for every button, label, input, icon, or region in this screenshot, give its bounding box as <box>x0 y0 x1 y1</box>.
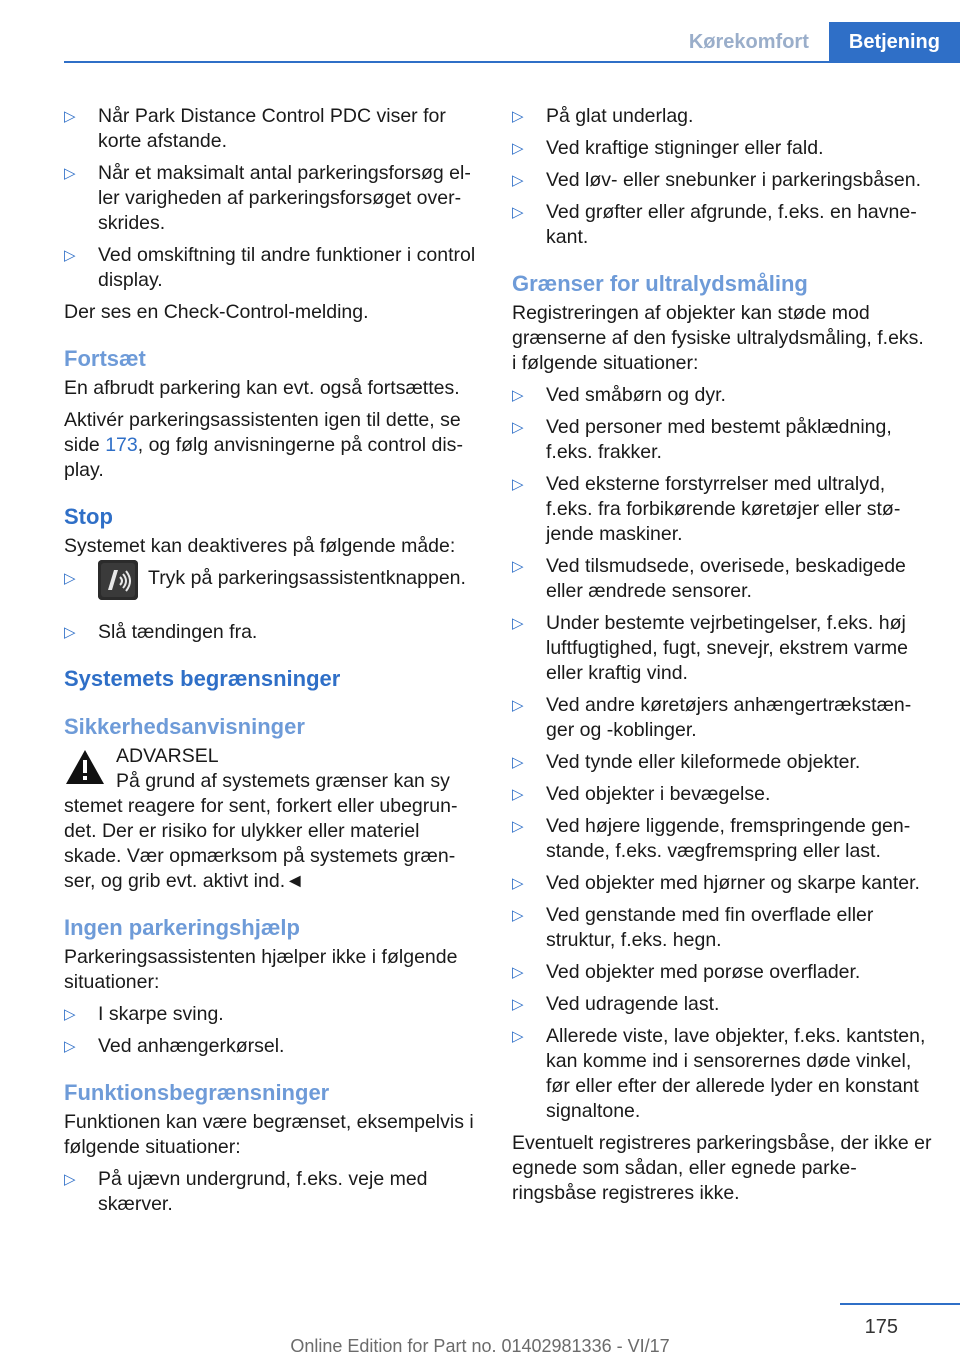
list-item: ▷ Ved personer med bestemt påklædning, f.eks. frakker. <box>512 416 892 463</box>
warning-text: stemet reagere for sent, forkert eller ubegrundet. Der er risiko for ulykker eller materiel skade. Vær opmærksom på systemets grænser, og grib evt. aktivt ind.◄ <box>64 795 458 892</box>
chapter-tabs <box>669 22 960 62</box>
footer-edition-text: Online Edition for Part no. 01402981336 - VI/17 <box>290 1336 670 1356</box>
list-item: ▷ Allerede viste, lave objekter, f.eks. kantsten, kan komme ind i sensorernes døde vinkel, før eller efter der allerede lyder en konstant signaltone. <box>512 1025 926 1122</box>
bullet-icon: ▷ <box>512 754 524 771</box>
warning-line-1: På grund af systemets grænser kan sy <box>116 770 450 792</box>
left-column <box>64 104 476 1224</box>
right-column <box>512 104 932 1213</box>
fortsaet-heading: Fortsæt <box>64 346 146 371</box>
bullet-icon: ▷ <box>512 907 524 924</box>
bullet-icon: ▷ <box>512 996 524 1013</box>
bullet-icon: ▷ <box>512 875 524 892</box>
bullet-icon: ▷ <box>64 570 76 587</box>
tab-betjening[interactable]: Betjening <box>829 22 960 62</box>
list-item: ▷ Ved genstande med fin overflade eller struktur, f.eks. hegn. <box>512 904 874 951</box>
page-number: 175 <box>864 1316 898 1338</box>
list-item: ▷ På ujævn undergrund, f.eks. veje med skærver. <box>64 1168 428 1215</box>
bullet-icon: ▷ <box>512 108 524 125</box>
list-item: ▷ Ved eksterne forstyrrelser med ultralyd, f.eks. fra forbikørende køretøjer eller støjende maskiner. <box>512 473 901 545</box>
bullet-icon: ▷ <box>64 1171 76 1188</box>
bullet-icon: ▷ <box>512 140 524 157</box>
warning-triangle-icon <box>64 748 106 786</box>
bullet-icon: ▷ <box>64 1006 76 1023</box>
function-limits-heading: Funktionsbegrænsninger <box>64 1080 330 1105</box>
bullet-icon: ▷ <box>64 165 76 182</box>
bullet-icon: ▷ <box>512 697 524 714</box>
list-item: ▷ Ved objekter med hjørner og skarpe kanter. <box>512 872 920 894</box>
list-item: ▷ Under bestemte vejrbetingelser, f.eks. høj luftfugtighed, fugt, snevejr, ekstrem varme eller kraftig vind. <box>512 612 909 684</box>
function-limits-paragraph: Funktionen kan være begrænset, eksempelvis i følgende situationer: <box>64 1111 474 1158</box>
header-rule <box>64 61 960 63</box>
list-item: ▷ Ved andre køretøjers anhængertrækstænger og -koblinger. <box>512 694 912 741</box>
closing-paragraph: Eventuelt registreres parkeringsbåse, der ikke er egnede som sådan, eller egnede parkeringsbåse registreres ikke. <box>512 1132 932 1204</box>
tab-korekomfort[interactable]: Kørekomfort <box>669 22 829 62</box>
fortsaet-paragraph-1: En afbrudt parkering kan evt. også fortsættes. <box>64 377 460 399</box>
list-item: ▷ Ved tynde eller kileformede objekter. <box>512 751 861 773</box>
list-item: ▷ Ved løv- eller snebunker i parkeringsbåsen. <box>512 169 922 191</box>
bullet-icon: ▷ <box>512 476 524 493</box>
bullet-icon: ▷ <box>512 558 524 575</box>
bullet-icon: ▷ <box>64 624 76 641</box>
bullet-icon: ▷ <box>512 818 524 835</box>
ultrasound-paragraph: Registreringen af objekter kan støde mod grænserne af den fysiske ultralydsmåling, f.eks. i følgende situationer: <box>512 302 924 374</box>
list-item: ▷ Ved højere liggende, fremspringende genstande, f.eks. vægfremspring eller last. <box>512 815 911 862</box>
list-item: ▷ Tryk på parkeringsassistentknappen. <box>64 566 476 610</box>
limits-heading: Systemets begrænsninger <box>64 666 341 691</box>
list-item: ▷ Slå tændingen fra. <box>64 621 258 643</box>
bullet-icon: ▷ <box>512 387 524 404</box>
warning-title: ADVARSEL <box>116 745 219 767</box>
fortsaet-paragraph-2: Aktivér parkeringsassistenten igen til dette, se side 173, og følg anvisningerne på control display. <box>64 409 463 481</box>
list-item: ▷ Ved småbørn og dyr. <box>512 384 726 406</box>
list-item: ▷ Når et maksimalt antal parkeringsforsøg eller varigheden af parkeringsforsøget overskrides. <box>64 162 471 234</box>
list-item: ▷ Ved kraftige stigninger eller fald. <box>512 137 824 159</box>
no-help-heading: Ingen parkeringshjælp <box>64 915 300 940</box>
ultrasound-limits-heading: Grænser for ultralydsmåling <box>512 271 808 296</box>
bullet-icon: ▷ <box>512 1028 524 1045</box>
page-link-173[interactable]: 173 <box>105 434 138 456</box>
stop-heading: Stop <box>64 504 113 529</box>
list-item: ▷ Ved omskiftning til andre funktioner i control display. <box>64 244 476 291</box>
bullet-icon: ▷ <box>512 419 524 436</box>
list-item: ▷ Når Park Distance Control PDC viser for korte afstande. <box>64 105 446 152</box>
list-item: ▷ Ved anhængerkørsel. <box>64 1035 285 1057</box>
list-item: ▷ Ved objekter med porøse overflader. <box>512 961 861 983</box>
list-item: ▷ Ved tilsmudsede, overisede, beskadigede eller ændrede sensorer. <box>512 555 906 602</box>
warning-block <box>64 744 476 894</box>
bullet-icon: ▷ <box>64 108 76 125</box>
list-item: ▷ Ved grøfter eller afgrunde, f.eks. en havnekant. <box>512 201 917 248</box>
page-number-rule <box>840 1303 960 1305</box>
bullet-icon: ▷ <box>512 204 524 221</box>
list-item: ▷ Ved udragende last. <box>512 993 720 1015</box>
bullet-icon: ▷ <box>512 786 524 803</box>
bullet-icon: ▷ <box>512 964 524 981</box>
list-item: ▷ I skarpe sving. <box>64 1003 224 1025</box>
list-item: ▷ Ved objekter i bevægelse. <box>512 783 771 805</box>
bullet-icon: ▷ <box>512 172 524 189</box>
parking-assistant-button-icon <box>98 560 138 600</box>
stop-paragraph: Systemet kan deaktiveres på følgende måde: <box>64 535 456 557</box>
check-control-text: Der ses en Check-Control-melding. <box>64 301 369 323</box>
list-item: ▷ På glat underlag. <box>512 105 694 127</box>
bullet-icon: ▷ <box>64 1038 76 1055</box>
bullet-icon: ▷ <box>64 247 76 264</box>
safety-heading: Sikkerhedsanvisninger <box>64 714 305 739</box>
bullet-icon: ▷ <box>512 615 524 632</box>
no-help-paragraph: Parkeringsassistenten hjælper ikke i følgende situationer: <box>64 946 458 993</box>
